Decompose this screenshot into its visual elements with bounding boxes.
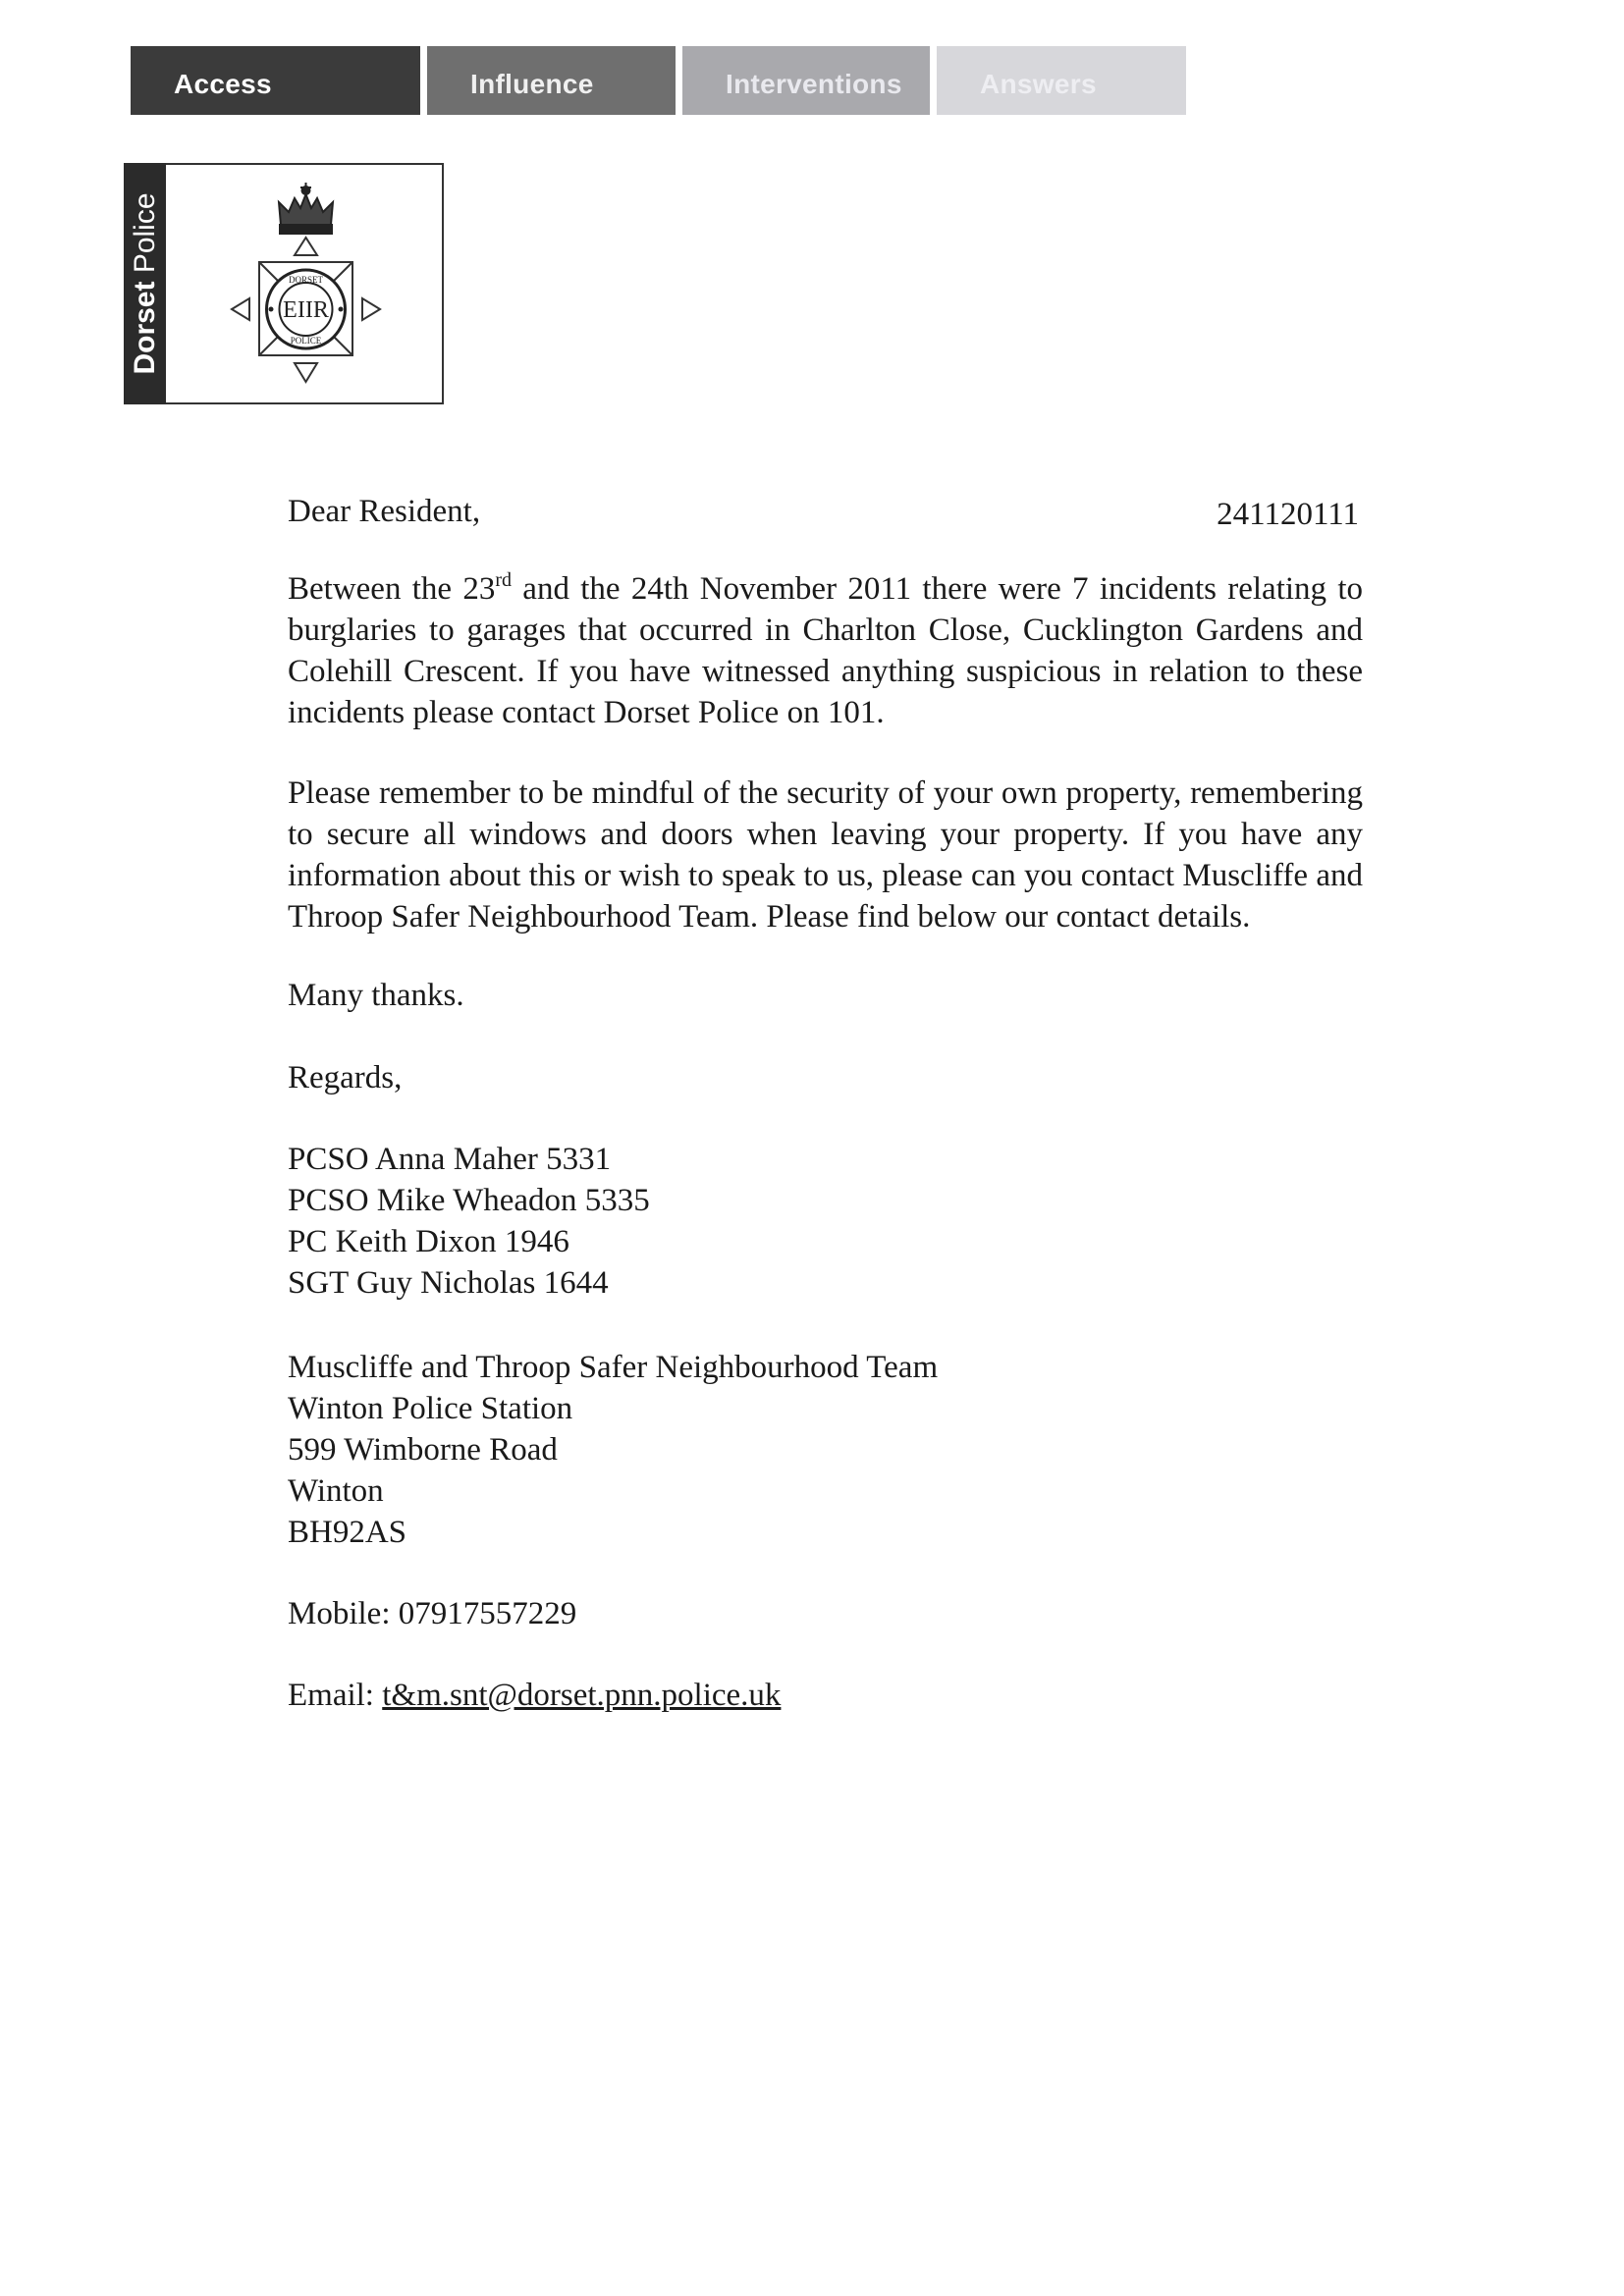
- crest-ring-text-bottom: POLICE: [290, 336, 322, 346]
- letter-body: [288, 491, 1363, 1716]
- address-line: BH92AS: [288, 1515, 407, 1550]
- salutation-row: [288, 491, 1363, 532]
- address-line: Winton: [288, 1473, 384, 1509]
- mobile-number: 07917557229: [398, 1596, 577, 1631]
- tab-access: Access: [131, 46, 420, 115]
- crest-cipher: EIIR: [283, 297, 329, 323]
- email-label: Email:: [288, 1678, 383, 1713]
- para1-superscript: rd: [495, 569, 513, 591]
- mobile-line: [288, 1593, 1363, 1634]
- paragraph-security: Please remember to be mindful of the security of your own property, remembering to secure all windows and doors when leaving your property. If you have any information about this or wish to speak to us, please can you contact Muscliffe and Throop Safer Neighbourhood Team. Please find below our contact details.: [288, 775, 1363, 934]
- para1-rest: and the 24th November 2011 there were 7 incidents relating to burglaries to garages that occurred in Charlton Close, Cucklington Gardens and Colehill Crescent. If you have witnessed anything suspicious in relation to these incidents please contact Dorset Police on 101.: [288, 571, 1363, 730]
- address-line: 599 Wimborne Road: [288, 1432, 558, 1468]
- officer-item: SGT Guy Nicholas 1644: [288, 1265, 609, 1301]
- dorset-police-wordmark: [129, 192, 162, 374]
- crest-ring-text-top: DORSET: [288, 275, 324, 285]
- email-link[interactable]: t&m.snt@dorset.pnn.police.uk: [382, 1678, 782, 1713]
- tab-answers: Answers: [937, 46, 1186, 115]
- paragraph-incidents: [288, 568, 1363, 733]
- thanks-line: Many thanks.: [288, 978, 464, 1013]
- logo-box: [166, 163, 444, 404]
- header-tab-bar: [131, 46, 1186, 115]
- dorset-police-crest-icon: [230, 181, 382, 387]
- mobile-label: Mobile:: [288, 1596, 399, 1631]
- tab-interventions: Interventions: [682, 46, 930, 115]
- officer-item: PCSO Anna Maher 5331: [288, 1142, 612, 1177]
- officer-list: [288, 1139, 1363, 1304]
- salutation: Dear Resident,: [288, 494, 481, 529]
- officer-item: PC Keith Dixon 1946: [288, 1224, 569, 1259]
- address-line: Winton Police Station: [288, 1391, 573, 1426]
- address-block: [288, 1347, 1363, 1553]
- reference-number: 241120111: [1217, 497, 1359, 532]
- regards-line: Regards,: [288, 1060, 403, 1095]
- email-line: [288, 1675, 1363, 1716]
- wordmark-regular: Police: [128, 192, 161, 282]
- officer-item: PCSO Mike Wheadon 5335: [288, 1183, 650, 1218]
- para1-start: Between the 23: [288, 571, 496, 607]
- wordmark-bold: Dorset: [128, 281, 161, 375]
- dorset-police-strip: [124, 163, 166, 404]
- tab-influence: Influence: [427, 46, 676, 115]
- address-line: Muscliffe and Throop Safer Neighbourhood Team: [288, 1350, 939, 1385]
